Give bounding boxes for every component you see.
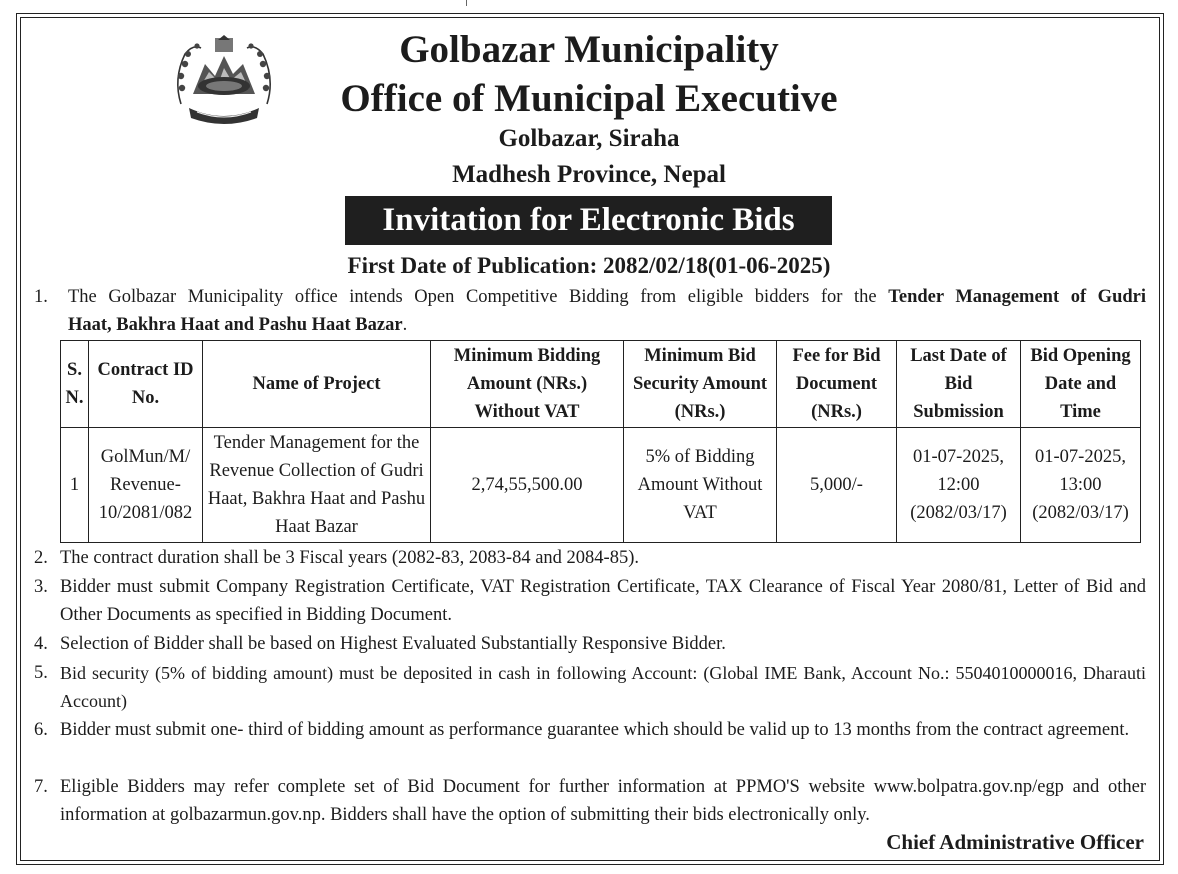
- intro-end: .: [402, 315, 408, 335]
- item-text: Eligible Bidders may refer complete set of Bid Document for further information at PPMO'S website www.bolpatra.gov.np/egp and other information at golbazarmun.gov.np. Bidders shall have the option of submitting their bids electronically only.: [60, 777, 1146, 825]
- intro-line-1: [68, 283, 1146, 311]
- cell-project: Tender Management for the Revenue Collection of Gudri Haat, Bakhra Haat and Pashu Haat Bazar: [203, 428, 431, 543]
- intro-text: The Golbazar Municipality office intends Open Competitive Bidding from eligible bidders for the: [68, 287, 877, 307]
- item-text: The contract duration shall be 3 Fiscal years (2082-83, 2083-84 and 2084-85).: [60, 548, 640, 568]
- item-text: Bid security (5% of bidding amount) must be deposited in cash in following Account: (Global IME Bank, Account No.: 5504010000016, Dharauti Account): [60, 663, 1146, 711]
- item-number: 6.: [34, 720, 48, 740]
- item-number: 2.: [34, 548, 48, 568]
- item-text: Selection of Bidder shall be based on Highest Evaluated Substantially Responsive Bidder.: [60, 634, 726, 654]
- cell-contract-id: GolMun/M/ Revenue- 10/2081/082: [89, 428, 203, 543]
- publication-date: First Date of Publication: 2082/02/18(01-06-2025): [347, 253, 831, 278]
- cell-sn: 1: [61, 428, 89, 543]
- item-text: Bidder must submit Company Registration Certificate, VAT Registration Certificate, TAX Clearance of Fiscal Year 2080/81, Letter of Bid and Other Documents as specified in Bidding Document.: [60, 577, 1146, 625]
- crop-mark: [466, 0, 467, 6]
- col-header-last-date: Last Date of Bid Submission: [897, 341, 1021, 428]
- col-header-contract-id: Contract ID No.: [89, 341, 203, 428]
- org-title: Golbazar Municipality: [399, 28, 779, 71]
- item-number: 5.: [34, 663, 48, 683]
- col-header-sn: S. N.: [61, 341, 89, 428]
- item-number: 4.: [34, 634, 48, 654]
- item-number: 1.: [34, 287, 48, 307]
- signature-title: Chief Administrative Officer: [886, 830, 1144, 854]
- province-line: Madhesh Province, Nepal: [452, 161, 726, 188]
- table-header-row: [61, 341, 1141, 428]
- col-header-fee: Fee for Bid Document (NRs.): [777, 341, 897, 428]
- col-header-opening: Bid Opening Date and Time: [1021, 341, 1141, 428]
- cell-min-amount: 2,74,55,500.00: [431, 428, 624, 543]
- intro-project-bold-2: Haat, Bakhra Haat and Pashu Haat Bazar: [68, 315, 403, 335]
- item-number: 3.: [34, 577, 48, 597]
- table-row: [61, 428, 1141, 543]
- cell-security: 5% of Bidding Amount Without VAT: [624, 428, 777, 543]
- item-text: Bidder must submit one- third of bidding amount as performance guarantee which should be valid up to 13 months from the contract agreement.: [60, 720, 1130, 740]
- location-line: Golbazar, Siraha: [498, 125, 680, 152]
- intro-line-2: [68, 311, 1146, 339]
- cell-fee: 5,000/-: [777, 428, 897, 543]
- intro-project-bold-1: Tender Management of Gudri: [888, 287, 1147, 307]
- notice-title-banner: Invitation for Electronic Bids: [345, 196, 832, 245]
- item-number: 7.: [34, 777, 48, 797]
- cell-last-date: 01-07-2025, 12:00 (2082/03/17): [897, 428, 1021, 543]
- col-header-min-amount: Minimum Bidding Amount (NRs.) Without VAT: [431, 341, 624, 428]
- col-header-project: Name of Project: [203, 341, 431, 428]
- bid-table: [60, 340, 1141, 543]
- cell-opening: 01-07-2025, 13:00 (2082/03/17): [1021, 428, 1141, 543]
- intro-paragraph: [34, 283, 1146, 339]
- col-header-security: Minimum Bid Security Amount (NRs.): [624, 341, 777, 428]
- office-title: Office of Municipal Executive: [340, 77, 838, 120]
